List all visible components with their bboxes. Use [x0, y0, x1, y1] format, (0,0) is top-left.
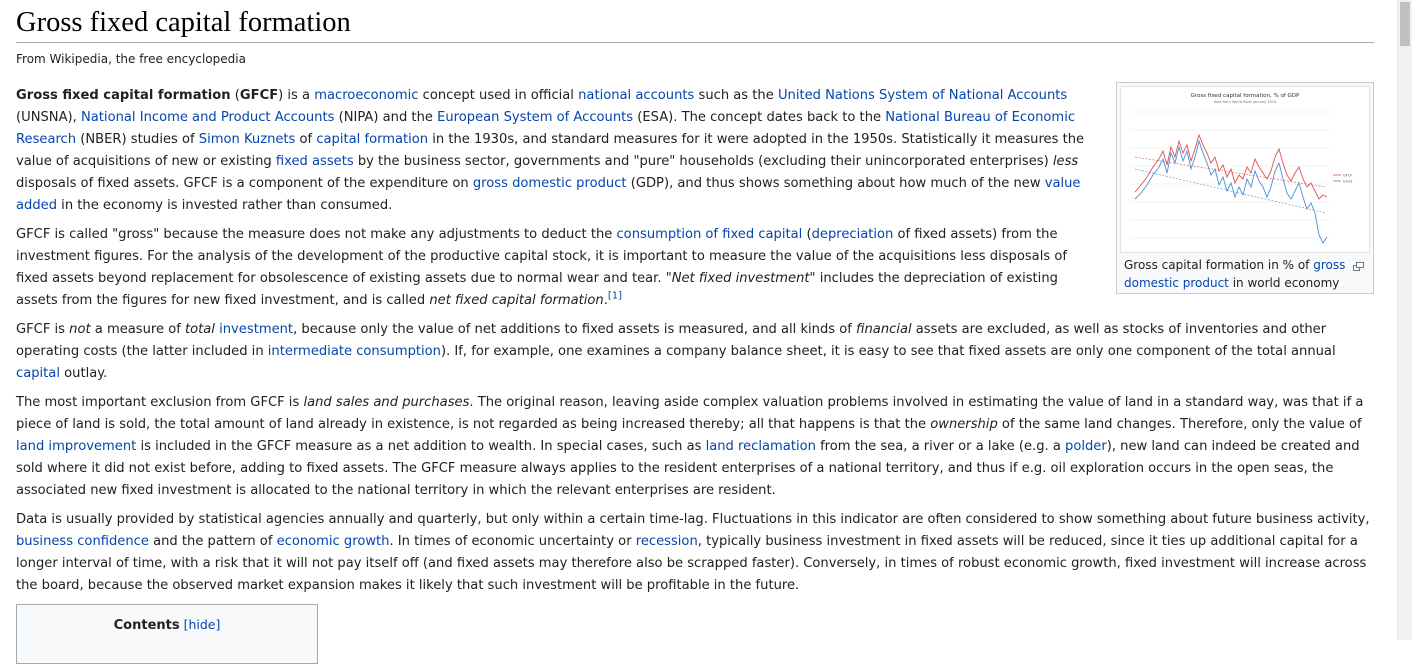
toc-title: Contents: [113, 618, 180, 634]
paragraph-land: The most important exclusion from GFCF is land sales and purchases. The original reason, leaving aside complex valuation problems involved in estimating the value of land in a standard way, was that if a piece of land is sold, the total amount of land already in existence, is not regarded as being increased thereby; all that happens is that the ownership of the same land changes. Therefore, only the value of land improvement is included in the GFCF measure as a net addition to wealth. In special cases, such as land reclamation from the sea, a river or a lake (e.g. a polder), new land can indeed be created and sold where it did not exist before, adding to fixed assets. The GFCF measure always applies to the resident enterprises of a national territory, and thus if e.g. oil exploration occurs in the open seas, the associated new fixed investment is allocated to the national territory in which the relevant enterprises are resident.: [16, 395, 1364, 499]
series-line-2: [1135, 141, 1327, 243]
link-intermediate-consumption[interactable]: intermediate consumption: [267, 344, 441, 360]
link-business-confidence[interactable]: business confidence: [16, 534, 149, 550]
link-gross-domestic-product[interactable]: gross domestic product: [1124, 258, 1346, 291]
link-land-reclamation[interactable]: land reclamation: [705, 439, 816, 455]
legend-label-1: GFCF: [1343, 173, 1353, 178]
vertical-scrollbar[interactable]: [1397, 0, 1412, 640]
paragraph-intro: Gross fixed capital formation (GFCF) is a macroeconomic concept used in official national accounts such as the United Nations System of National Accounts (UNSNA), National Income and Product Accounts (NIPA) and the European System of Accounts (ESA). The concept dates back to the National Bureau of Economic Research (NBER) studies of Simon Kuznets of capital formation in the 1930s, and standard measures for it were adopted in the 1950s. Statistically it measures the value of acquisitions of new or existing fixed assets by the business sector, governments and "pure" households (excluding their unincorporated enterprises) less disposals of fixed assets. GFCF is a component of the expenditure on gross domestic product (GDP), and thus shows something about how much of the new value added in the economy is invested rather than consumed.: [16, 88, 1085, 214]
link-esa[interactable]: European System of Accounts: [437, 110, 634, 126]
series-line-1: [1135, 135, 1327, 199]
link-recession[interactable]: recession: [635, 534, 698, 550]
page-title: Gross fixed capital formation: [16, 4, 1374, 43]
magnify-icon[interactable]: [1353, 258, 1364, 276]
paragraph-not-total: GFCF is not a measure of total investment, because only the value of net additions to fixed assets is measured, and all kinds of financial assets are excluded, as well as stocks of inventories and other operating costs (the latter included in intermediate consumption). If, for example, one examines a company balance sheet, it is easy to see that fixed assets are only one component of the total annual capital outlay.: [16, 322, 1336, 382]
table-of-contents: [16, 604, 318, 664]
link-fixed-assets[interactable]: fixed assets: [275, 154, 354, 170]
link-value-added[interactable]: value added: [16, 176, 1081, 214]
link-nipa[interactable]: National Income and Product Accounts: [80, 110, 335, 126]
thumbnail-caption: Gross capital formation in % of gross domestic product in world economy: [1120, 253, 1370, 292]
chart-gridlines: [1131, 112, 1331, 238]
chart-title: Gross fixed capital formation, % of GDP: [1190, 93, 1300, 100]
link-economic-growth[interactable]: economic growth: [276, 534, 390, 550]
chart-subtitle: data from World Bank January 2014: [1213, 100, 1277, 105]
link-gdp[interactable]: gross domestic product: [472, 176, 627, 192]
chart-thumbnail[interactable]: [1120, 86, 1370, 253]
paragraph-data: Data is usually provided by statistical agencies annually and quarterly, but only within a certain time-lag. Fluctuations in this indicator are often considered to show something about future business activity, business confidence and the pattern of economic growth. In times of economic uncertainty or recession, typically business investment in fixed assets will be reduced, since it ties up additional capital for a longer interval of time, with a risk that it will not pay itself off (and fixed assets may therefore also be scrapped faster). Conversely, in times of robust economic growth, fixed investment will increase across the board, because the observed market expansion makes it likely that such investment will be profitable in the future.: [16, 512, 1370, 594]
link-nber[interactable]: National Bureau of Economic Research: [16, 110, 1076, 148]
paragraph-gross: GFCF is called "gross" because the measure does not make any adjustments to deduct the consumption of fixed capital (depreciation of fixed assets) from the investment figures. For the analysis of the development of the productive capital stock, it is important to measure the value of the acquisitions less disposals of fixed assets beyond replacement for obsolescence of existing assets due to normal wear and tear. "Net fixed investment" includes the depreciation of existing assets from the figures for new fixed investment, and is called net fixed capital formation.[1]: [16, 227, 1067, 309]
link-polder[interactable]: polder: [1065, 439, 1107, 455]
link-national-accounts[interactable]: national accounts: [578, 88, 695, 104]
link-simon-kuznets[interactable]: Simon Kuznets: [198, 132, 296, 148]
link-investment[interactable]: investment: [219, 322, 294, 338]
article: [16, 0, 1374, 664]
chart-svg: [1121, 87, 1369, 252]
link-macroeconomic[interactable]: macroeconomic: [314, 88, 419, 104]
thumbnail-figure: [1116, 82, 1374, 294]
chart-legend: [1333, 174, 1352, 184]
toc-hide-toggle[interactable]: [hide]: [183, 617, 221, 633]
trend-line-2: [1135, 169, 1326, 213]
link-capital[interactable]: capital: [16, 366, 60, 382]
link-depreciation[interactable]: depreciation: [811, 227, 894, 243]
link-land-improvement[interactable]: land improvement: [16, 439, 137, 455]
link-capital-formation[interactable]: capital formation: [316, 132, 429, 148]
link-consumption-of-fixed-capital[interactable]: consumption of fixed capital: [616, 227, 803, 243]
scrollbar-thumb[interactable]: [1400, 2, 1410, 46]
article-body: [16, 85, 1374, 664]
reference-1[interactable]: [1]: [607, 290, 623, 302]
legend-label-2: trend: [1343, 179, 1353, 184]
site-tagline: From Wikipedia, the free encyclopedia: [16, 52, 246, 67]
link-unsna[interactable]: United Nations System of National Accounts: [777, 88, 1068, 104]
